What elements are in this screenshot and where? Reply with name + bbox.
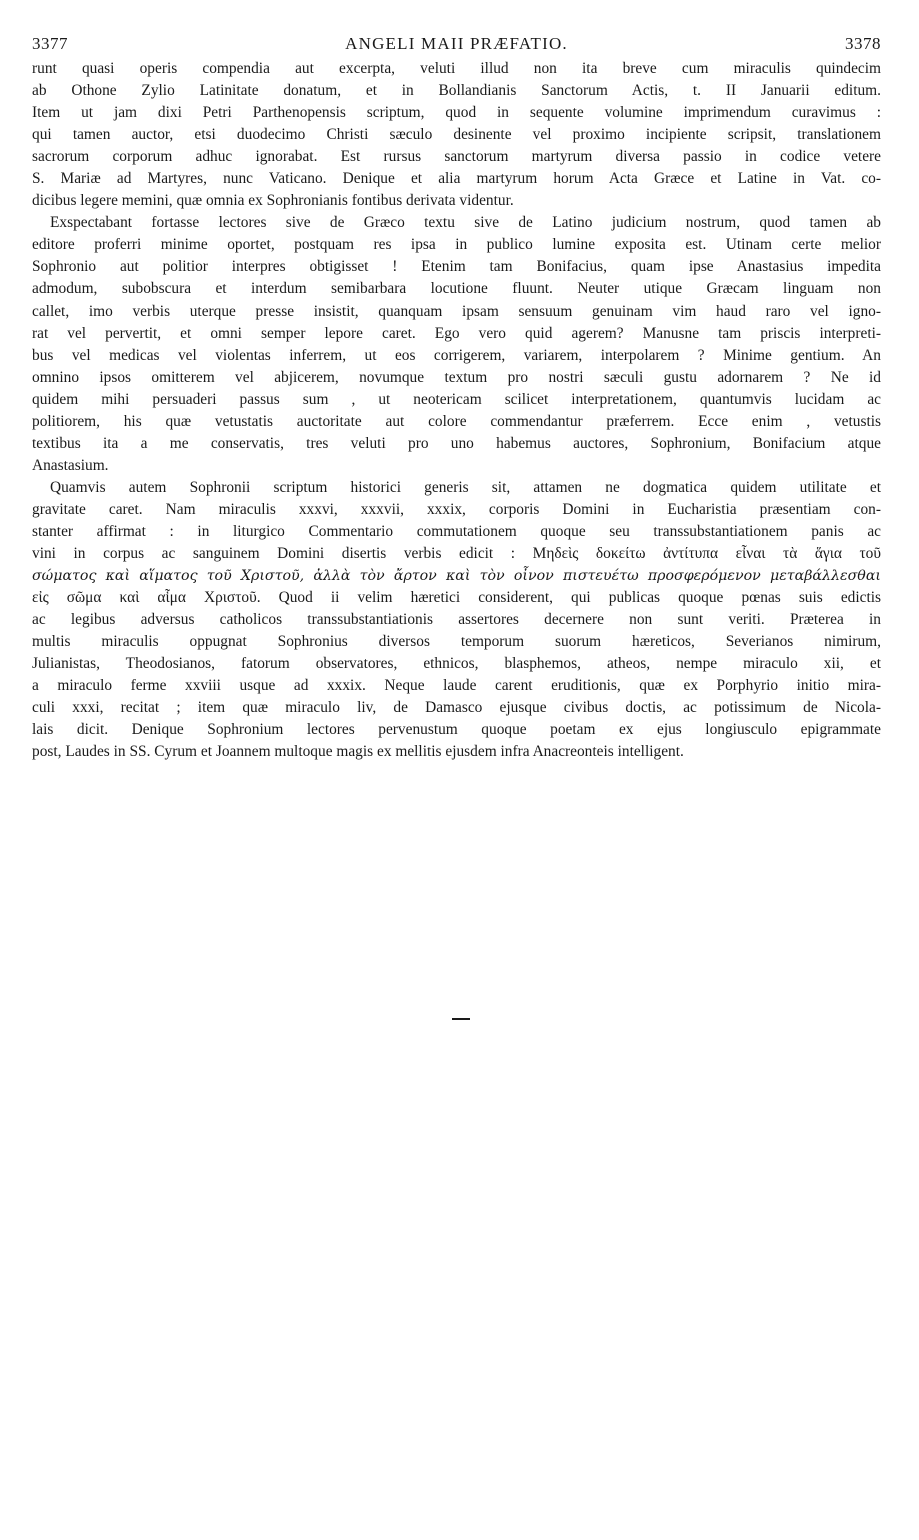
text-line: stanter affirmat : in liturgico Commentario commutationem quoque seu transsubstantiationem panis ac [32, 522, 881, 540]
text-line: Anastasium. [32, 456, 109, 474]
text-line: Item ut jam dixi Petri Parthenopensis scriptum, quod in sequente volumine imprimendum curavimus : [32, 104, 881, 122]
page-number-left: 3377 [32, 34, 68, 53]
text-line: dicibus legere memini, quæ omnia ex Sophronianis fontibus derivata videntur. [32, 192, 514, 210]
greek-text-line: σώματος καὶ αἵματος τοῦ Χριστοῦ, ἀλλὰ τὸν ἄρτον καὶ τὸν οἶνον πιστευέτω προσφερόμενον μεταβάλλεσθαι [32, 568, 881, 585]
text-line: rat vel pervertit, et omni semper lepore caret. Ego vero quid agerem? Manusne tam priscis interpreti- [32, 324, 881, 342]
text-line: runt quasi operis compendia aut excerpta, veluti illud non ita breve cum miraculis quindecim [32, 60, 881, 77]
text-line: lais dicit. Denique Sophronium lectores pervenustum quoque poetam ex ejus longiusculo epigrammate [32, 721, 881, 739]
paragraph-1 [32, 58, 881, 212]
text-line: Sophronio aut politior interpres obtigisset ! Etenim tam Bonifacius, quam ipse Anastasius impedita [32, 258, 881, 276]
text-line: a miraculo ferme xxviii usque ad xxxix. Neque laude carent eruditionis, quæ ex Porphyrio initio mira- [32, 677, 881, 695]
end-rule [452, 1018, 470, 1020]
text-line: Julianistas, Theodosianos, fatorum observatores, ethnicos, blasphemos, atheos, nempe miraculo xii, et [32, 655, 881, 673]
text-line: gravitate caret. Nam miraculis xxxvi, xxxvii, xxxix, corporis Domini in Eucharistia præsentiam con- [32, 500, 881, 518]
text-line: εἰς σῶμα καὶ αἷμα Χριστοῦ. Quod ii velim hæretici considerent, qui publicas quoque pœnas suis edictis [32, 589, 881, 607]
text-line: editore proferri minime oportet, postquam res ipsa in publico lumine exposita est. Utinam certe melior [32, 236, 881, 254]
text-line: politiorem, his quæ vetustatis auctoritate aut colore commendantur præferrem. Ecce enim , vetustis [32, 412, 881, 430]
text-line: Exspectabant fortasse lectores sive de Græco textu sive de Latino judicium nostrum, quod tamen ab [50, 214, 881, 232]
page-number-right: 3378 [845, 34, 881, 53]
text-line: quidem mihi persuaderi passus sum , ut neotericam scilicet interpretationem, quantumvis lucidam ac [32, 390, 881, 408]
body-text [32, 58, 881, 764]
text-line: sacrorum corporum adhuc ignorabat. Est rursus sanctorum martyrum diversa passio in codice vetere [32, 148, 881, 166]
text-line: admodum, subobscura et interdum semibarbara locutione fluunt. Neuter utique Græcam linguam non [32, 280, 881, 298]
running-header [32, 34, 881, 56]
text-line: callet, imo verbis uterque presse insistit, quanquam ipsam sensuum genuinam vim haud raro vel igno- [32, 302, 881, 320]
text-line: culi xxxi, recitat ; item quæ miraculo liv, de Damasco ejusque civibus doctis, ac potissimum de Nicola- [32, 699, 881, 717]
text-line: ab Othone Zylio Latinitate donatum, et in Bollandianis Sanctorum Actis, t. II Januarii editum. [32, 82, 881, 100]
text-line: ac legibus adversus catholicos transsubstantiationis assertores decernere non sunt veriti. Præterea in [32, 611, 881, 629]
text-line: multis miraculis oppugnat Sophronius diversos temporum suorum hæreticos, Severianos nimirum, [32, 633, 881, 651]
paragraph-2 [32, 212, 881, 477]
text-line: Quamvis autem Sophronii scriptum historici generis sit, attamen ne dogmatica quidem utilitate et [50, 478, 881, 496]
text-line: S. Mariæ ad Martyres, nunc Vaticano. Denique et alia martyrum horum Acta Græce et Latine in Vat. co- [32, 170, 881, 188]
page [32, 34, 881, 764]
running-title: ANGELI MAII PRÆFATIO. [345, 34, 568, 53]
text-line: vini in corpus ac sanguinem Domini disertis verbis edicit : Μηδεὶς δοκείτω ἀντίτυπα εἶναι τὰ ἅγια τοῦ [32, 545, 881, 563]
text-line: bus vel medicas vel violentas inferrem, ut eos corrigerem, variarem, interpolarem ? Minime gentium. An [32, 346, 881, 364]
text-line: omnino ipsos omitterem vel abjicerem, novumque textum pro nostri sæculi gustu adornarem ? Ne id [32, 368, 881, 386]
text-line: qui tamen auctor, etsi duodecimo Christi sæculo desinente vel proximo incipiente scripsit, translationem [32, 126, 881, 144]
text-line: post, Laudes in SS. Cyrum et Joannem multoque magis ex mellitis ejusdem infra Anacreonteis intelligent. [32, 743, 684, 761]
paragraph-3 [32, 477, 881, 764]
text-line: textibus ita a me conservatis, tres veluti pro uno habemus auctores, Sophronium, Bonifacium atque [32, 434, 881, 452]
